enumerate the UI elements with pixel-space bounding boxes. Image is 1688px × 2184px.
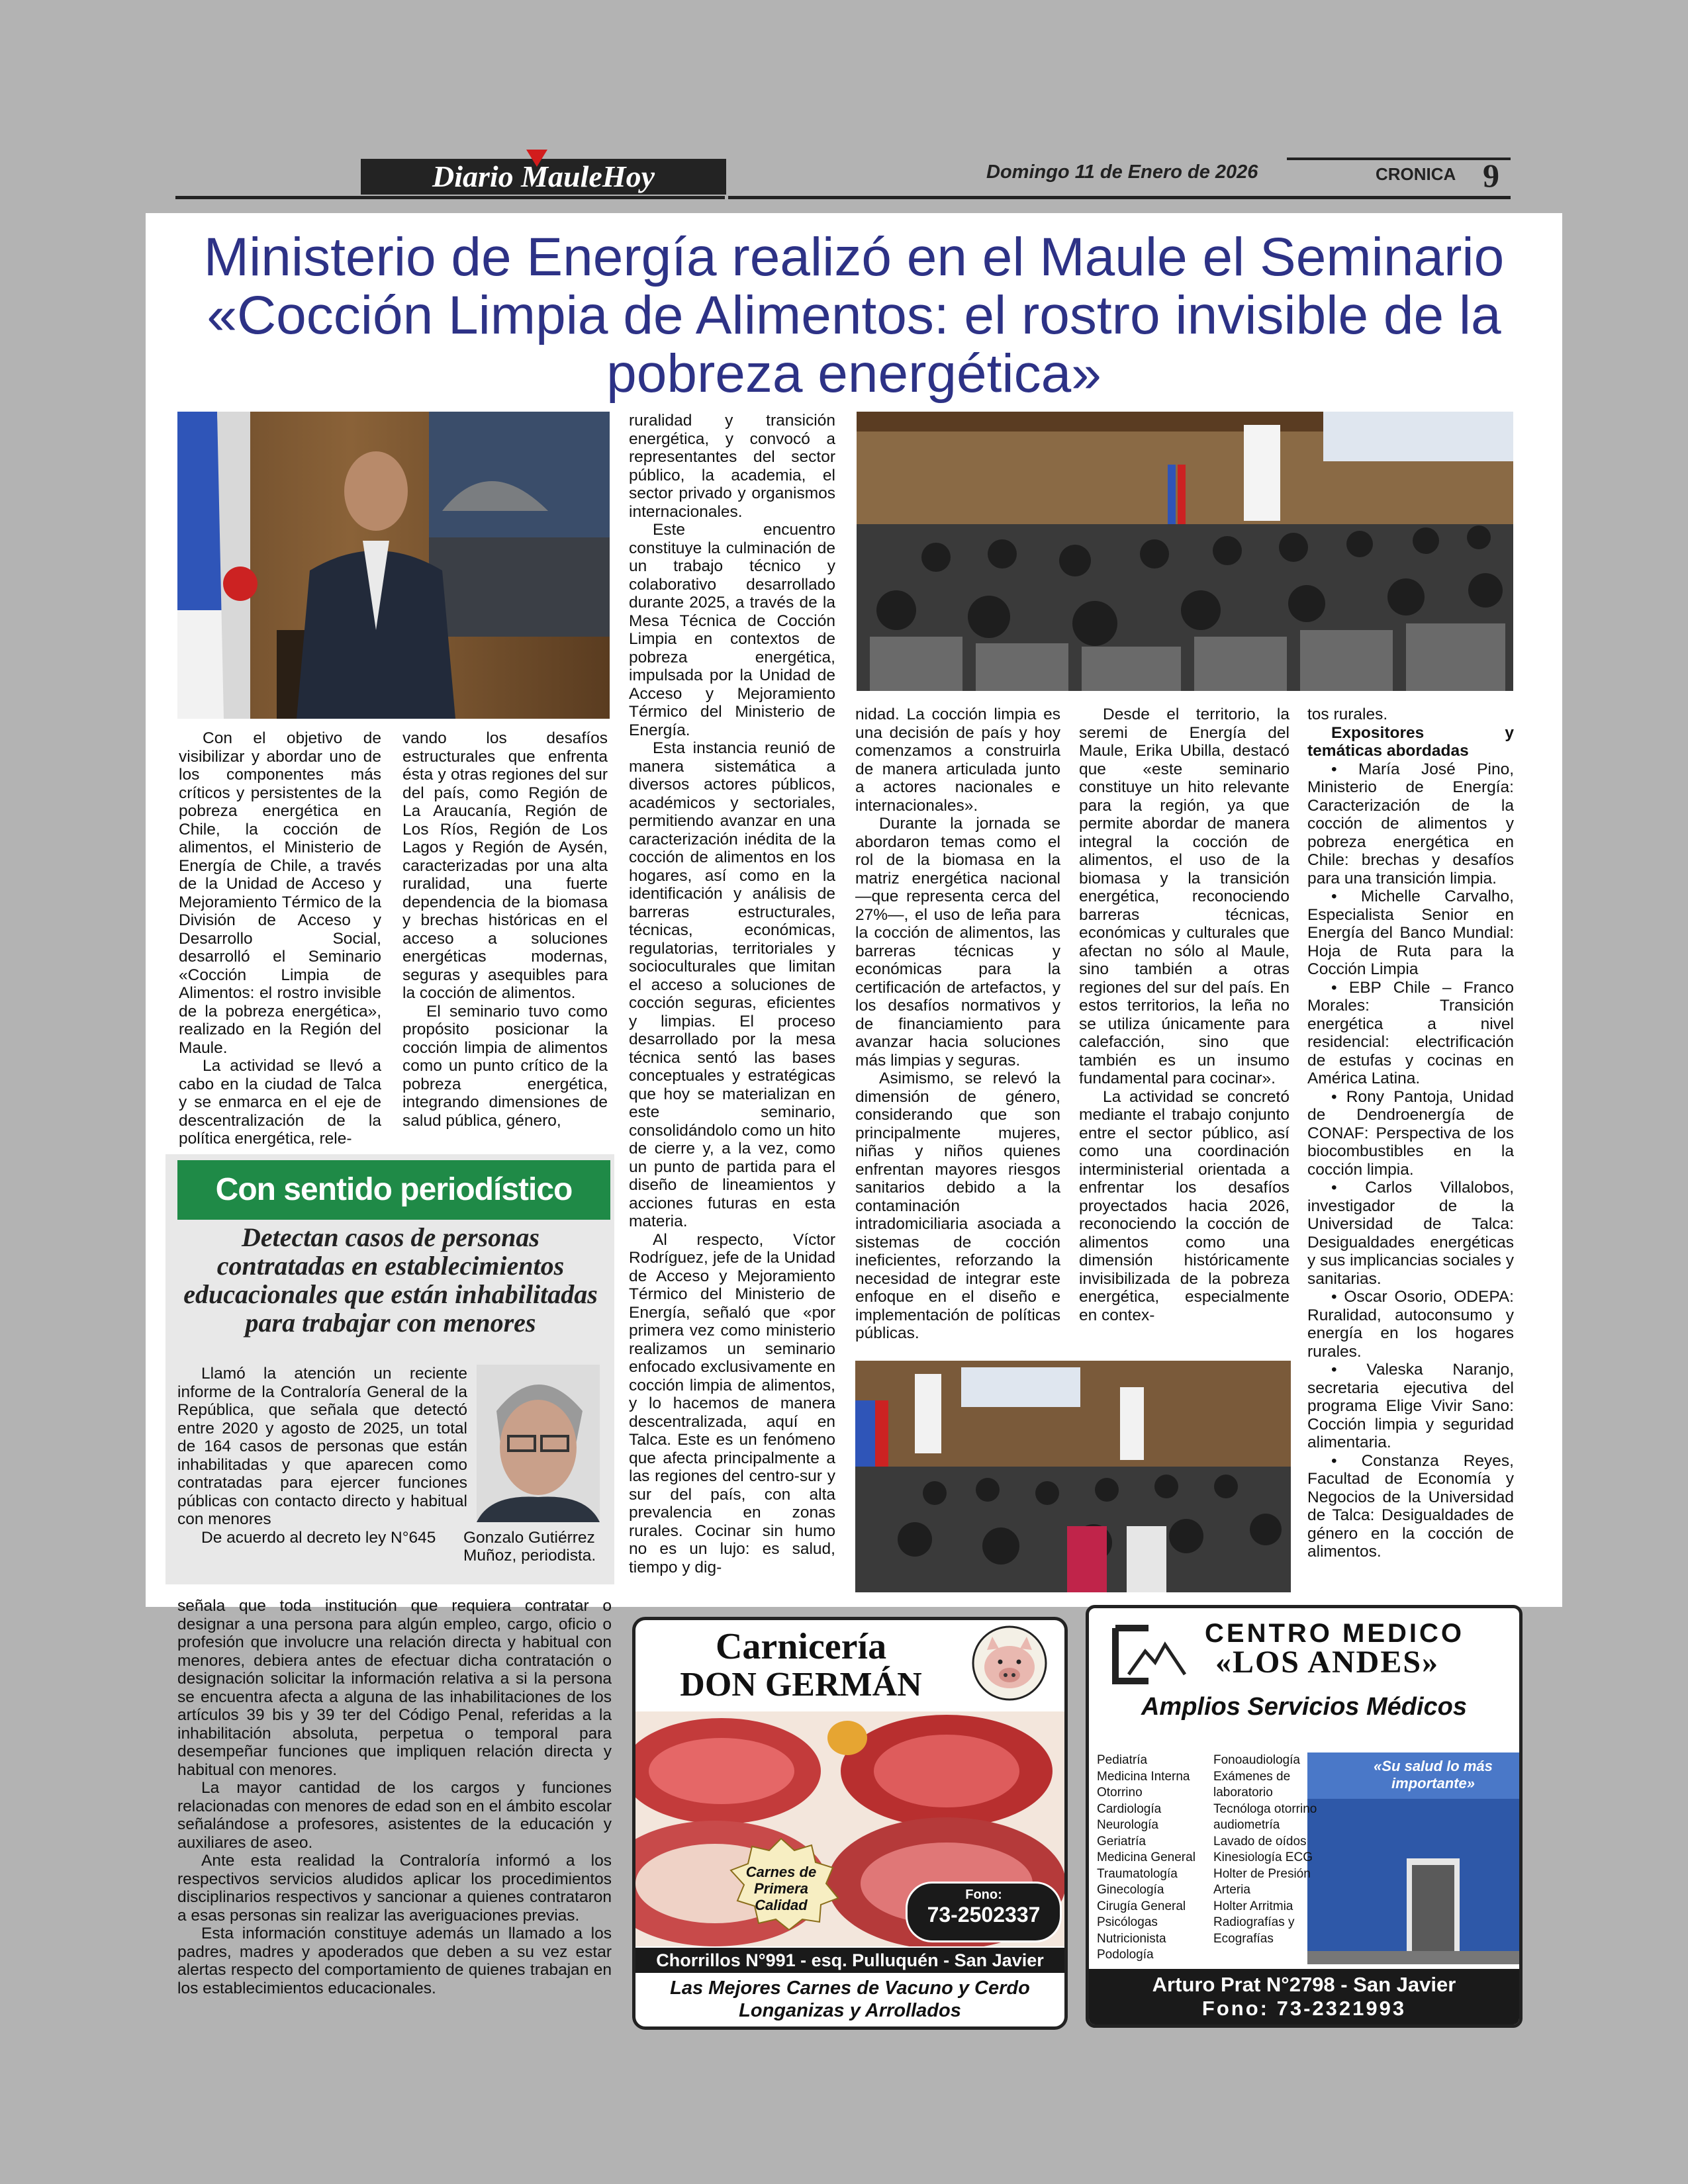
article-column-1: [179, 729, 381, 1148]
quality-badge: Carnes de Primera Calidad: [745, 1864, 817, 1913]
service-item: Neurología: [1097, 1818, 1158, 1832]
opinion-paragraph: La mayor cantidad de los cargos y funciones relacionadas con menores de edad son en el ámbito escolar señalándose a profesores, asistentes de la educación y auxiliares de aseo.: [177, 1779, 612, 1852]
audience-photo-top: [857, 412, 1513, 691]
audience-photo-top-svg: [857, 412, 1513, 691]
carniceria-address: Chorrillos N°991 - esq. Pulluquén - San Javier: [635, 1948, 1064, 1973]
carniceria-slogan-2: Longanizas y Arrollados: [739, 2000, 961, 2021]
speaker-bullet: • EBP Chile – Franco Morales: Transición energética a nivel residencial: electrificación de estufas y cocinas en América Latina.: [1307, 978, 1514, 1087]
service-item: Kinesiología ECG: [1213, 1850, 1313, 1864]
phone-badge: [906, 1882, 1062, 1942]
speaker-photo: [177, 412, 610, 719]
article-paragraph: nidad. La cocción limpia es una decisión de país y hoy comenzamos a construirla de manera articulada junto a actores nacionales e internacionales».: [855, 705, 1060, 815]
service-item: Medicina Interna: [1097, 1769, 1190, 1784]
speaker-bullet: • Michelle Carvalho, Especialista Senior en Energía del Banco Mundial: Hoja de Ruta para la Cocción Limpia: [1307, 887, 1514, 978]
article-headline: Ministerio de Energía realizó en el Maule el Seminario «Cocción Limpia de Alimentos: el rostro invisible de la pobreza energética»: [203, 227, 1505, 404]
service-item: Exámenes de: [1213, 1769, 1291, 1784]
service-item: Fonoaudiología: [1213, 1753, 1300, 1767]
service-item: Psicólogas: [1097, 1915, 1158, 1929]
article-column-5: [1079, 705, 1289, 1324]
opinion-box-tag: Con sentido periodístico: [177, 1160, 610, 1220]
article-paragraph: Con el objetivo de visibilizar y abordar uno de los componentes más críticos y persistentes de la pobreza energética en Chile, la cocción de alimentos, el Ministerio de Energía de Chile, a través de la Unidad de Acceso y Mejoramiento Térmico de la División de Acceso y Desarrollo Social, desarrolló el Seminario «Cocción Limpia de Alimentos: el rostro invisible de la pobreza energética», realizado en la Región del Maule.: [179, 729, 381, 1057]
carniceria-slogan-1: Las Mejores Carnes de Vacuno y Cerdo: [670, 1978, 1030, 1999]
author-portrait: [477, 1365, 600, 1522]
speaker-bullet: • Oscar Osorio, ODEPA: Ruralidad, autoconsumo y energía en los hogares rurales.: [1307, 1288, 1514, 1361]
opinion-paragraph: Ante esta realidad la Contraloría informó a los respectivos servicios aludidos aplicar los procedimientos disciplinarios respectivos y sancionar a quienes contrataron a esas personas sin realizar las averiguaciones previas.: [177, 1852, 612, 1925]
service-item: Radiografías y: [1213, 1915, 1295, 1929]
service-item: Pediatría: [1097, 1753, 1148, 1767]
centro-medico-ad: [1086, 1605, 1523, 2028]
opinion-body: [177, 1597, 612, 1997]
article-subheading: Expositores y temáticas abordadas: [1307, 723, 1514, 760]
service-item: Traumatología: [1097, 1866, 1178, 1881]
opinion-paragraph: señala que toda institución que requiera contratar o designar a una persona para algún empleo, cargo, oficio o profesión que involucre una relación directa y habitual con menores, debiera antes de efectuar dicha contratación o designación solicitar la información relativa a si la persona se encuentra afecta a alguna de las inhabilitaciones de los artículos 39 bis y 39 ter del Código Penal, referidas a la inhabilitación absoluta, perpetua o temporal para desempeñar funciones que impliquen relación directa y habitual con menores.: [177, 1597, 612, 1779]
opinion-lead: [177, 1365, 467, 1547]
article-paragraph: Al respecto, Víctor Rodríguez, jefe de la Unidad de Acceso y Mejoramiento Térmico del Ministerio de Energía, señaló que «por primera vez como ministerio realizamos un seminario enfocado exclusivamente en cocción limpia de alimentos, y lo hacemos de manera descentralizada, aquí en Talca. Este es un fenómeno que afecta principalmente a las regiones del centro-sur y sur del país, con alta prevalencia en zonas rurales. Cocinar sin humo no es un lujo: es salud, tiempo y dig-: [629, 1230, 835, 1576]
header-rule-left: [175, 196, 725, 199]
service-item: Medicina General: [1097, 1850, 1196, 1864]
services-list-left: [1097, 1752, 1216, 1964]
speaker-bullet: • Valeska Naranjo, secretaria ejecutiva del programa Elige Vivir Sano: Cocción limpia y seguridad alimentaria.: [1307, 1361, 1514, 1451]
photo-building: [1307, 1752, 1519, 1964]
opinion-paragraph-start: De acuerdo al decreto ley N°645: [201, 1528, 436, 1547]
speaker-bullet: • Rony Pantoja, Unidad de Dendroenergía de CONAF: Perspectiva de los biocombustibles en la cocción limpia.: [1307, 1087, 1514, 1179]
centro-medico-tagline: Amplios Servicios Médicos: [1141, 1693, 1468, 1721]
service-item: laboratorio: [1213, 1786, 1273, 1799]
opinion-paragraph: Esta información constituye además un llamado a los padres, madres y apoderados que deben a su vez estar alertas respecto del comportamiento de quienes trabajan en los establecimientos educacionales.: [177, 1925, 612, 1997]
centro-medico-line-2: «LOS ANDES»: [1215, 1645, 1440, 1680]
article-column-3: [629, 412, 835, 1576]
author-caption: Gonzalo Gutiérrez Muñoz, periodista.: [463, 1529, 596, 1565]
article-paragraph: Este encuentro constituye la culminación de un trabajo técnico y colaborativo desarrollado durante 2025, a través de la Mesa Técnica de Cocción Limpia en contextos de pobreza energética, impulsada por la Unidad de Acceso y Mejoramiento Térmico del Ministerio de Energía.: [629, 521, 835, 739]
opinion-paragraph: Llamó la atención un reciente informe de la Contraloría General de la República, que señala que detectó entre 2020 y agosto de 2025, un total de 164 casos de personas que están inhabilitadas y que aparecen como contratadas para ejercer funciones públicas con contacto directo y habitual con menores: [177, 1365, 467, 1528]
header-rule-top-right: [1287, 158, 1511, 160]
service-item: audiometría: [1213, 1818, 1280, 1832]
audience-photo-bottom: [855, 1361, 1291, 1592]
article-column-4: [855, 705, 1060, 1343]
service-item: Ecografías: [1213, 1931, 1274, 1946]
logo-text: Diario MauleHoy: [432, 159, 655, 193]
article-paragraph: vando los desafíos estructurales que enfrenta ésta y otras regiones del sur del país, como Región de La Araucanía, Región de Los Ríos, Región de Los Lagos y Región de Aysén, caracterizadas por una alta ruralidad, una fuerte dependencia de la biomasa y brechas históricas en el acceso a soluciones energéticas modernas, seguras y asequibles para la cocción de alimentos.: [402, 729, 608, 1002]
services-list-right: [1213, 1752, 1319, 1947]
service-item: Lavado de oídos: [1213, 1834, 1307, 1848]
service-item: Podología: [1097, 1948, 1154, 1962]
article-paragraph: Desde el territorio, la seremi de Energía del Maule, Erika Ubilla, destacó que «este seminario constituye un hito relevante para la región, ya que permite abordar de manera integral la cocción de alimentos, el uso de la biomasa y la transición energética, reconociendo barreras técnicas, económicas y culturales que afectan no sólo al Maule, sino también a otras regiones del sur del país. En estos territorios, la leña no se utiliza únicamente para calefacción, sino que también es un insumo fundamental para cocinar».: [1079, 705, 1289, 1087]
service-item: Tecnóloga otorrino: [1213, 1801, 1317, 1816]
page-number: 9: [1483, 157, 1499, 194]
service-item: Cardiología: [1097, 1801, 1162, 1816]
article-paragraph: ruralidad y transición energética, y convocó a representantes del sector público, la academia, el sector privado y organismos internacionales.: [629, 412, 835, 521]
article-paragraph: Asimismo, se relevó la dimensión de género, considerando que son principalmente mujeres, niñas y niños quienes enfrentan mayores riesgos sanitarios debido a la contaminación intradomiciliaria asociada a sistemas de cocción ineficientes, reforzando la necesidad de integrar este enfoque en el diseño e implementación de políticas públicas.: [855, 1069, 1060, 1342]
opinion-box-title: Detectan casos de personas contratadas en establecimientos educacionales que están inhabilitadas para trabajar con menores: [183, 1222, 598, 1338]
article-paragraph: La actividad se concretó mediante el trabajo conjunto entre el sector público, así como una coordinación interministerial orientada a enfrentar los desafíos proyectados hacia 2026, reconociendo la cocción de alimentos como una dimensión históricamente invisibilizada de la pobreza energética, especialmente en contex-: [1079, 1087, 1289, 1324]
article-paragraph: tos rurales.: [1307, 705, 1388, 723]
service-item: Otorrino: [1097, 1786, 1143, 1799]
audience-photo-bottom-svg: [855, 1361, 1291, 1592]
phone-label: Fono:: [965, 1888, 1002, 1902]
service-item: Holter de Presión: [1213, 1866, 1311, 1881]
speaker-bullet: • María José Pino, Ministerio de Energía: Caracterización de la cocción de alimentos y pobreza energética en Chile: brechas y desafíos para una transición limpia.: [1307, 760, 1514, 887]
speaker-bullet: • Constanza Reyes, Facultad de Economía y Negocios de la Universidad de Talca: Desigualdades de género en la cocción de alimentos.: [1307, 1451, 1514, 1561]
service-item: Cirugía General: [1097, 1899, 1186, 1913]
centro-medico-line-1: CENTRO MEDICO: [1205, 1619, 1464, 1648]
article-column-2: [402, 729, 608, 1130]
carniceria-ad: [632, 1617, 1068, 2030]
centro-medico-phone: Fono: 73-2321993: [1201, 1997, 1407, 2020]
centro-medico-address: Arturo Prat N°2798 - San Javier: [1152, 1973, 1456, 1996]
logo-mark-icon: [526, 150, 547, 167]
service-item: Ginecología: [1097, 1883, 1164, 1897]
article-paragraph: Durante la jornada se abordaron temas como el rol de la biomasa en la matriz energética nacional —que representa cerca del 27%—, el uso de leña para la cocción de alimentos, las barreras técnicas y económicas para la certificación de artefactos, y los desafíos normativos y de financiamiento para avanzar hacia soluciones más limpias y seguras.: [855, 815, 1060, 1069]
service-item: Geriatría: [1097, 1834, 1146, 1848]
centro-medico-footer: [1089, 1969, 1519, 2028]
author-portrait-svg: [477, 1365, 600, 1522]
article-paragraph: La actividad se llevó a cabo en la ciudad de Talca y se enmarca en el eje de descentralización de la política energética, rele-: [179, 1057, 381, 1148]
service-item: Arteria: [1213, 1883, 1250, 1897]
article-column-6: [1307, 705, 1514, 1561]
service-item: Nutricionista: [1097, 1931, 1166, 1946]
pig-icon: [970, 1623, 1049, 1703]
carniceria-name-1: Carnicería: [715, 1626, 887, 1667]
speaker-bullet: • Carlos Villalobos, investigador de la Universidad de Talca: Desigualdades energéticas y sus implicancias sociales y sanitarias.: [1307, 1179, 1514, 1288]
service-item: Holter Arritmia: [1213, 1899, 1293, 1913]
newspaper-logo: [361, 159, 726, 195]
header-rule-right: [728, 196, 1511, 199]
article-paragraph: Esta instancia reunió de manera sistemática a diversos actores públicos, académicos y sectoriales, permitiendo avanzar en una caracterización inédita de la cocción de alimentos en los hogares, así como en la identificación y análisis de barreras estructurales, técnicas, económicas, regulatorias, territoriales y socioculturales que limitan el acceso a soluciones de cocción seguras, eficientes y limpias. El proceso desarrollado por la mesa técnica sentó las bases conceptuales y estratégicas que hoy se materializan en este seminario, consolidándolo como un hito de cierre y, a la vez, como un punto de partida para el diseño de lineamientos y acciones futuras en esta materia.: [629, 739, 835, 1230]
carniceria-name-2: DON GERMÁN: [680, 1666, 922, 1704]
speaker-photo-svg: [177, 412, 610, 719]
issue-date: Domingo 11 de Enero de 2026: [986, 161, 1258, 183]
building-photo-text: «Su salud lo más importante»: [1374, 1758, 1493, 1792]
section-name: CRONICA: [1376, 164, 1456, 184]
phone-number: 73-2502337: [927, 1903, 1041, 1927]
article-paragraph: El seminario tuvo como propósito posicionar la cocción limpia de alimentos como un punto crítico de la pobreza energética, integrando dimensiones de salud pública, género,: [402, 1002, 608, 1130]
